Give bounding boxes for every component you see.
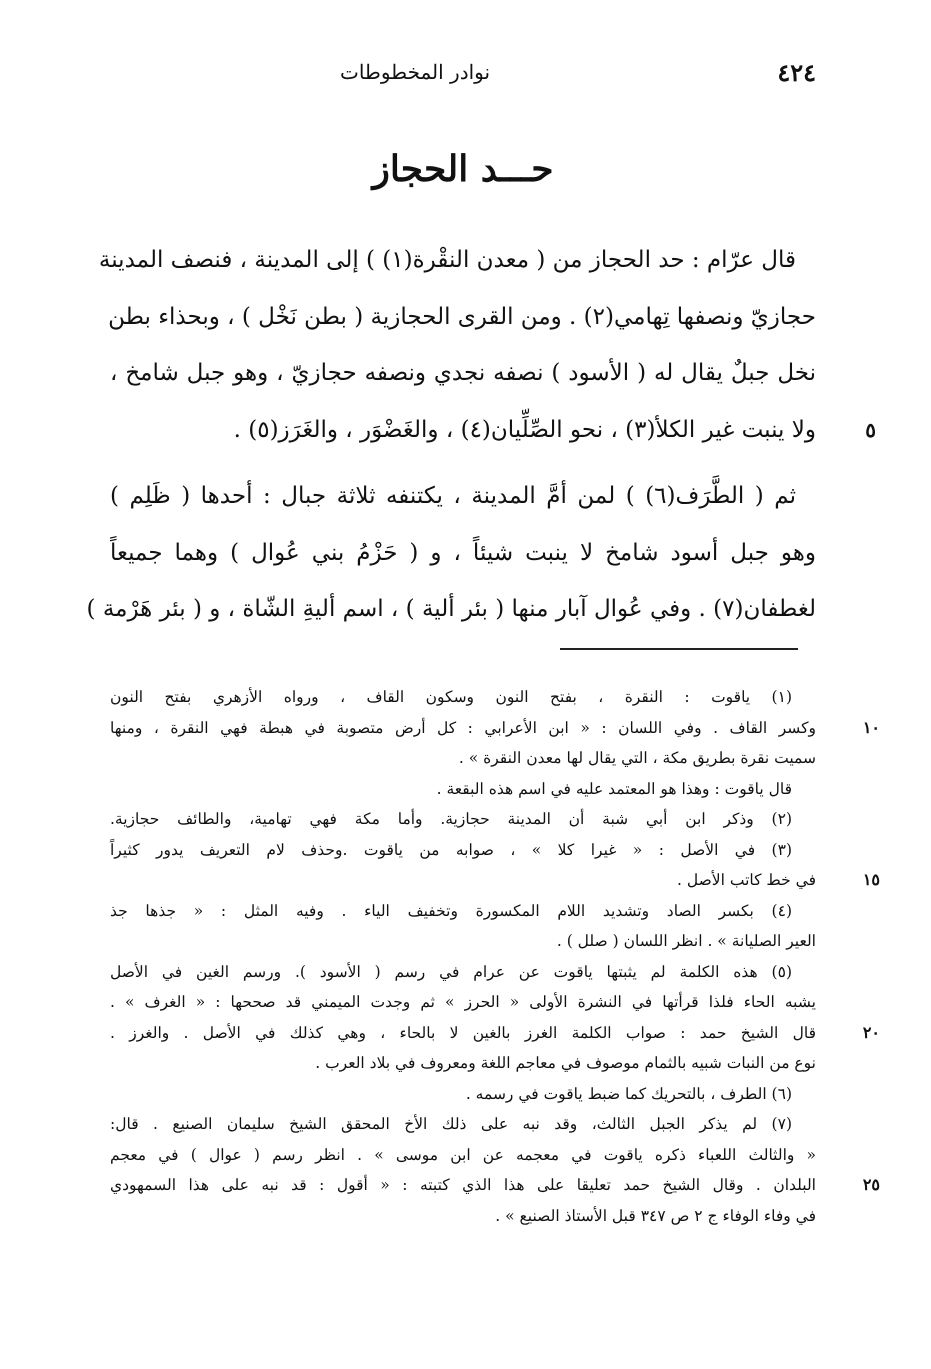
footnote-line xyxy=(110,1109,816,1140)
body-line xyxy=(110,345,816,402)
body-line xyxy=(110,402,876,459)
footnote-line xyxy=(110,1079,816,1110)
footnote-line-text: في وفاء الوفاء ج ٢ ص ٣٤٧ قبل الأستاذ الصنيع » . xyxy=(495,1206,816,1225)
page-header xyxy=(110,52,816,92)
line-number: ٢٥ xyxy=(862,1175,880,1194)
footnote-line-text: العير الصليانة » . انظر اللسان ( صلل ) . xyxy=(556,932,816,950)
footnote-line-text: (٦) الطرف ، بالتحريك كما ضبط ياقوت في رسمه . xyxy=(465,1084,792,1103)
footnote-line xyxy=(110,835,816,866)
line-number: ٥ xyxy=(865,417,876,442)
footnote-separator xyxy=(560,648,798,650)
body-line xyxy=(98,232,816,289)
footnote-line-text: سميت نقرة بطريق مكة ، التي يقال لها معدن النقرة » . xyxy=(458,749,816,767)
footnote-line xyxy=(110,1201,816,1232)
footnote-line-text: يشبه الحاء فلذا قرأتها في النشرة الأولى « الحرز » ثم وجدت الميمني قد صححها : « الغرف » . xyxy=(110,993,816,1011)
footnote-line-text: قال ياقوت : وهذا هو المعتمد عليه في اسم هذه البقعة . xyxy=(436,779,792,798)
body-line-text: وهو جبل أسود شامخ لا ينبت شيئاً ، و ( حَزْمُ بني عُوال ) وهما جميعاً xyxy=(110,539,816,566)
footnote-line xyxy=(110,804,816,835)
body-line-text: حجازيّ ونصفها تِهامي(٢) . ومن القرى الحجازية ( بطن نَخْل ) ، وبحذاء بطن xyxy=(108,303,816,330)
body-line-text: قال عرّام : حد الحجاز من ( معدن النقْرة(١) ) إلى المدينة ، فنصف المدينة xyxy=(98,247,796,273)
body-text xyxy=(86,232,876,638)
body-line xyxy=(110,289,816,346)
running-title: نوادر المخطوطات xyxy=(340,60,491,84)
footnote-line-text: البلدان . وقال الشيخ حمد تعليقا على هذا الذي كتبته : « أقول : قد نبه على هذا السمهودي xyxy=(110,1176,816,1194)
footnote-line-text: وكسر القاف . وفي اللسان : « ابن الأعرابي : كل أرض متصوبة في هبطة فهي النقرة ، ومنها xyxy=(110,718,816,737)
footnote-line xyxy=(110,957,816,988)
body-line xyxy=(86,581,816,638)
line-number: ٢٠ xyxy=(862,1022,880,1042)
footnote-line xyxy=(110,774,816,805)
footnote-line xyxy=(110,896,816,927)
footnote-line xyxy=(110,987,816,1018)
footnote-line xyxy=(110,713,880,744)
footnote-line xyxy=(110,926,816,957)
footnote-line-text: (٢) وذكر ابن أبي شبة أن المدينة حجازية. وأما مكة فهي تهامية، والطائف حجازية. xyxy=(110,810,792,828)
footnote-line xyxy=(110,1170,880,1201)
body-line-text: نخل جبلٌ يقال له ( الأسود ) نصفه نجدي ونصفه حجازيّ ، وهو جبل شامخ ، xyxy=(110,360,816,386)
footnote-line-text: (٣) في الأصل : « غيرا كلا » ، صوابه من ياقوت .وحذف لام التعريف يدور كثيراً xyxy=(110,840,792,859)
footnotes xyxy=(110,682,880,1231)
footnote-line-text: (٤) بكسر الصاد وتشديد اللام المكسورة وتخفيف الياء . وفيه المثل : « جذها جذ xyxy=(110,901,792,920)
footnote-line xyxy=(110,865,880,896)
body-line xyxy=(110,468,816,525)
footnote-line xyxy=(110,1018,880,1049)
section-heading: حـــد الحجاز xyxy=(372,148,554,190)
footnote-line-text: (٧) لم يذكر الجبل الثالث، وقد نبه على ذلك الأخ المحقق الشيخ سليمان الصنيع . قال: xyxy=(110,1115,792,1133)
footnote-line-text: نوع من النبات شبيه بالثمام موصوف في معاجم اللغة ومعروف في بلاد العرب . xyxy=(315,1054,816,1072)
body-line-text: لغطفان(٧) . وفي عُوال آبار منها ( بئر ألية ) ، اسم أليةِ الشّاة ، و ( بئر هَرْمة ) xyxy=(86,596,816,622)
footnote-line xyxy=(110,682,816,713)
footnote-line xyxy=(110,1048,816,1079)
footnote-line-text: في خط كاتب الأصل . xyxy=(677,871,816,889)
footnote-line-text: « والثالث اللعباء ذكره ياقوت في معجمه عن ابن موسى » . انظر رسم ( عوال ) في معجم xyxy=(110,1145,816,1164)
footnote-line-text: قال الشيخ حمد : صواب الكلمة الغرز بالغين لا بالحاء ، وهي كذلك في الأصل . والغرز . xyxy=(110,1023,816,1042)
line-number: ١٥ xyxy=(862,870,880,889)
paragraph-gap xyxy=(110,458,816,468)
page-number: ٤٢٤ xyxy=(777,57,816,87)
body-line-text: ثم ( الطَّرَف(٦) ) لمن أمَّ المدينة ، يكتنفه ثلاثة جبال : أحدها ( ظَلِم ) xyxy=(110,483,796,509)
footnote-line-text: (٥) هذه الكلمة لم يثبتها ياقوت عن عرام في رسم ( الأسود ). ورسم الغين في الأصل xyxy=(110,962,792,981)
body-line-text: ولا ينبت غير الكلأ(٣) ، نحو الصِّلِّيان(٤) ، والغَضْوَر ، والغَرَز(٥) . xyxy=(233,416,816,443)
line-number: ١٠ xyxy=(862,717,880,737)
footnote-line xyxy=(110,743,816,774)
body-line xyxy=(110,525,816,582)
footnote-line xyxy=(110,1140,816,1171)
footnote-line-text: (١) ياقوت : النقرة ، بفتح النون وسكون القاف ، ورواه الأزهري بفتح النون xyxy=(110,688,792,706)
